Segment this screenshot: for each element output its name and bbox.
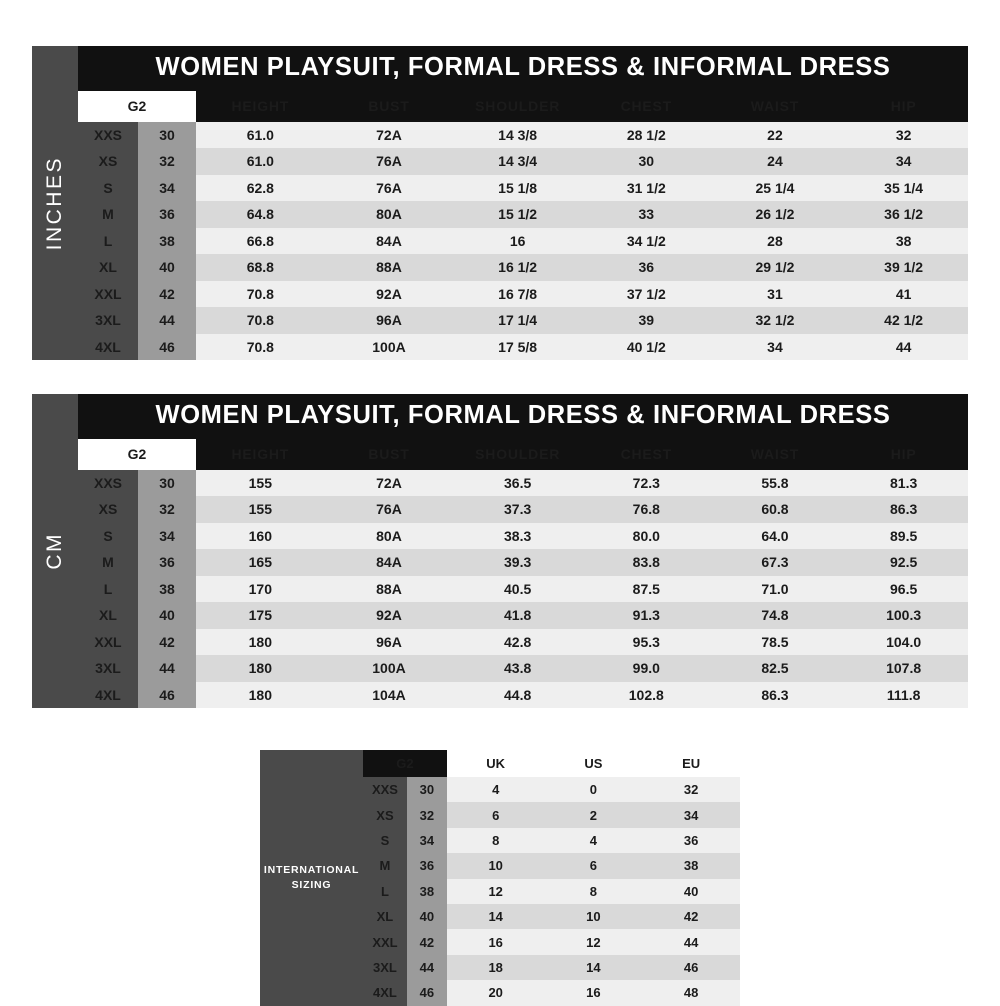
cell-height: 70.8 <box>196 334 325 361</box>
header-eu: EU <box>642 750 740 777</box>
table-row <box>363 879 740 904</box>
row-size-number: 32 <box>407 802 447 827</box>
row-size-label: L <box>78 576 138 603</box>
header-shoulder: SHOULDER <box>453 439 582 470</box>
cell-shoulder: 37.3 <box>453 496 582 523</box>
unit-label-inches <box>32 46 78 360</box>
cell-shoulder: 16 1/2 <box>453 254 582 281</box>
row-size-label: M <box>78 549 138 576</box>
row-size-number: 36 <box>138 549 196 576</box>
cell-bust: 80A <box>325 523 454 550</box>
row-size-number: 44 <box>138 655 196 682</box>
international-sizing-chart <box>260 750 740 1006</box>
row-size-number: 36 <box>407 853 447 878</box>
cell-chest: 83.8 <box>582 549 711 576</box>
cell-chest: 40 1/2 <box>582 334 711 361</box>
cell-height: 155 <box>196 496 325 523</box>
table-row <box>78 682 968 709</box>
cell-hip: 96.5 <box>839 576 968 603</box>
cell-shoulder: 42.8 <box>453 629 582 656</box>
table-row <box>78 655 968 682</box>
cell-bust: 100A <box>325 334 454 361</box>
header-hip: HIP <box>839 439 968 470</box>
cell-height: 61.0 <box>196 148 325 175</box>
row-size-label: M <box>363 853 407 878</box>
cell-waist: 86.3 <box>711 682 840 709</box>
row-size-number: 42 <box>138 281 196 308</box>
header-waist: WAIST <box>711 439 840 470</box>
table-header-row <box>78 439 968 470</box>
table-row <box>363 828 740 853</box>
chart-title-inches: WOMEN PLAYSUIT, FORMAL DRESS & INFORMAL DRESS <box>78 46 968 91</box>
row-size-label: XL <box>363 904 407 929</box>
cell-shoulder: 17 1/4 <box>453 307 582 334</box>
cell-uk: 4 <box>447 777 545 802</box>
cell-height: 70.8 <box>196 307 325 334</box>
cell-bust: 76A <box>325 175 454 202</box>
cell-shoulder: 14 3/4 <box>453 148 582 175</box>
cell-us: 16 <box>545 980 643 1005</box>
cell-shoulder: 39.3 <box>453 549 582 576</box>
cell-chest: 37 1/2 <box>582 281 711 308</box>
cell-us: 14 <box>545 955 643 980</box>
header-chest: CHEST <box>582 439 711 470</box>
measurements-table-cm <box>78 439 968 709</box>
header-hip: HIP <box>839 91 968 122</box>
cell-height: 64.8 <box>196 201 325 228</box>
cell-height: 180 <box>196 655 325 682</box>
row-size-number: 34 <box>138 175 196 202</box>
row-size-label: XXS <box>78 470 138 497</box>
row-size-label: XXS <box>363 777 407 802</box>
row-size-label: S <box>78 523 138 550</box>
cell-waist: 22 <box>711 122 840 149</box>
table-row <box>363 802 740 827</box>
cell-uk: 8 <box>447 828 545 853</box>
table-row <box>363 980 740 1005</box>
cell-height: 155 <box>196 470 325 497</box>
header-bust: BUST <box>325 91 454 122</box>
row-size-label: 4XL <box>78 334 138 361</box>
table-row <box>363 955 740 980</box>
header-g2: G2 <box>78 91 196 122</box>
row-size-label: 3XL <box>78 307 138 334</box>
row-size-label: M <box>78 201 138 228</box>
cell-height: 180 <box>196 629 325 656</box>
row-size-label: XS <box>78 496 138 523</box>
row-size-label: 3XL <box>78 655 138 682</box>
row-size-label: 4XL <box>78 682 138 709</box>
table-row <box>363 929 740 954</box>
row-size-number: 42 <box>407 929 447 954</box>
table-header-row <box>363 750 740 777</box>
cell-bust: 100A <box>325 655 454 682</box>
table-row <box>78 602 968 629</box>
cell-bust: 88A <box>325 254 454 281</box>
cell-eu: 34 <box>642 802 740 827</box>
row-size-number: 30 <box>138 122 196 149</box>
cell-uk: 16 <box>447 929 545 954</box>
cell-shoulder: 16 7/8 <box>453 281 582 308</box>
row-size-label: S <box>78 175 138 202</box>
row-size-number: 30 <box>407 777 447 802</box>
cell-bust: 88A <box>325 576 454 603</box>
row-size-number: 46 <box>407 980 447 1005</box>
row-size-label: 3XL <box>363 955 407 980</box>
cell-height: 180 <box>196 682 325 709</box>
row-size-label: L <box>78 228 138 255</box>
cell-bust: 84A <box>325 228 454 255</box>
cell-waist: 34 <box>711 334 840 361</box>
cell-chest: 28 1/2 <box>582 122 711 149</box>
cell-height: 175 <box>196 602 325 629</box>
cell-bust: 84A <box>325 549 454 576</box>
cell-uk: 14 <box>447 904 545 929</box>
cell-hip: 39 1/2 <box>839 254 968 281</box>
cell-chest: 76.8 <box>582 496 711 523</box>
row-size-label: XL <box>78 254 138 281</box>
row-size-label: L <box>363 879 407 904</box>
cell-chest: 39 <box>582 307 711 334</box>
cell-bust: 96A <box>325 307 454 334</box>
cell-shoulder: 17 5/8 <box>453 334 582 361</box>
row-size-number: 44 <box>138 307 196 334</box>
row-size-number: 40 <box>138 602 196 629</box>
cell-shoulder: 15 1/8 <box>453 175 582 202</box>
cell-bust: 80A <box>325 201 454 228</box>
row-size-number: 46 <box>138 682 196 709</box>
cell-waist: 64.0 <box>711 523 840 550</box>
header-height: HEIGHT <box>196 91 325 122</box>
cell-eu: 32 <box>642 777 740 802</box>
row-size-label: XS <box>78 148 138 175</box>
row-size-number: 34 <box>138 523 196 550</box>
cell-waist: 32 1/2 <box>711 307 840 334</box>
cell-us: 4 <box>545 828 643 853</box>
cell-height: 62.8 <box>196 175 325 202</box>
cell-chest: 72.3 <box>582 470 711 497</box>
cell-eu: 48 <box>642 980 740 1005</box>
table-row <box>78 470 968 497</box>
row-size-number: 38 <box>407 879 447 904</box>
cell-hip: 111.8 <box>839 682 968 709</box>
unit-label-cm-text: CM <box>43 532 66 570</box>
cell-bust: 96A <box>325 629 454 656</box>
row-size-label: XXS <box>78 122 138 149</box>
row-size-number: 38 <box>138 576 196 603</box>
row-size-label: XS <box>363 802 407 827</box>
cell-hip: 100.3 <box>839 602 968 629</box>
row-size-number: 44 <box>407 955 447 980</box>
table-row <box>363 904 740 929</box>
header-chest: CHEST <box>582 91 711 122</box>
row-size-label: XXL <box>363 929 407 954</box>
table-row <box>78 228 968 255</box>
header-bust: BUST <box>325 439 454 470</box>
cell-hip: 92.5 <box>839 549 968 576</box>
cell-waist: 25 1/4 <box>711 175 840 202</box>
table-header-row <box>78 91 968 122</box>
cell-chest: 80.0 <box>582 523 711 550</box>
cell-us: 6 <box>545 853 643 878</box>
cell-hip: 41 <box>839 281 968 308</box>
header-height: HEIGHT <box>196 439 325 470</box>
row-size-label: XXL <box>78 629 138 656</box>
cell-eu: 46 <box>642 955 740 980</box>
cell-chest: 95.3 <box>582 629 711 656</box>
cell-hip: 42 1/2 <box>839 307 968 334</box>
row-size-label: XL <box>78 602 138 629</box>
cell-chest: 36 <box>582 254 711 281</box>
row-size-number: 30 <box>138 470 196 497</box>
cell-shoulder: 36.5 <box>453 470 582 497</box>
row-size-number: 40 <box>407 904 447 929</box>
row-size-number: 46 <box>138 334 196 361</box>
table-row <box>78 122 968 149</box>
header-uk: UK <box>447 750 545 777</box>
cell-shoulder: 15 1/2 <box>453 201 582 228</box>
cell-waist: 74.8 <box>711 602 840 629</box>
cell-hip: 86.3 <box>839 496 968 523</box>
table-row <box>78 629 968 656</box>
header-waist: WAIST <box>711 91 840 122</box>
cell-shoulder: 44.8 <box>453 682 582 709</box>
international-sizing-label: INTERNATIONAL SIZING <box>260 750 363 1006</box>
row-size-number: 40 <box>138 254 196 281</box>
cell-chest: 34 1/2 <box>582 228 711 255</box>
cell-height: 165 <box>196 549 325 576</box>
table-row <box>78 523 968 550</box>
table-row <box>363 777 740 802</box>
cell-waist: 60.8 <box>711 496 840 523</box>
cell-chest: 30 <box>582 148 711 175</box>
cell-bust: 92A <box>325 281 454 308</box>
table-row <box>78 307 968 334</box>
row-size-label: XXL <box>78 281 138 308</box>
row-size-number: 32 <box>138 148 196 175</box>
cell-bust: 72A <box>325 470 454 497</box>
cell-shoulder: 14 3/8 <box>453 122 582 149</box>
table-row <box>363 853 740 878</box>
cell-hip: 34 <box>839 148 968 175</box>
cell-hip: 104.0 <box>839 629 968 656</box>
table-row <box>78 175 968 202</box>
cell-chest: 87.5 <box>582 576 711 603</box>
row-size-number: 42 <box>138 629 196 656</box>
cell-waist: 28 <box>711 228 840 255</box>
row-size-number: 38 <box>138 228 196 255</box>
chart-body-inches <box>78 46 968 360</box>
cell-waist: 31 <box>711 281 840 308</box>
cell-bust: 104A <box>325 682 454 709</box>
measurements-table-inches <box>78 91 968 361</box>
cell-us: 8 <box>545 879 643 904</box>
table-row <box>78 281 968 308</box>
cell-height: 170 <box>196 576 325 603</box>
size-chart-cm <box>32 394 968 708</box>
cell-shoulder: 16 <box>453 228 582 255</box>
cell-hip: 32 <box>839 122 968 149</box>
table-row <box>78 496 968 523</box>
cell-height: 160 <box>196 523 325 550</box>
unit-label-cm <box>32 394 78 708</box>
cell-uk: 6 <box>447 802 545 827</box>
cell-bust: 72A <box>325 122 454 149</box>
row-size-number: 32 <box>138 496 196 523</box>
cell-waist: 29 1/2 <box>711 254 840 281</box>
cell-hip: 44 <box>839 334 968 361</box>
cell-eu: 38 <box>642 853 740 878</box>
cell-height: 68.8 <box>196 254 325 281</box>
header-shoulder: SHOULDER <box>453 91 582 122</box>
cell-eu: 40 <box>642 879 740 904</box>
size-chart-inches <box>32 46 968 360</box>
cell-us: 2 <box>545 802 643 827</box>
unit-label-inches-text: INCHES <box>43 155 66 251</box>
cell-bust: 76A <box>325 148 454 175</box>
cell-shoulder: 43.8 <box>453 655 582 682</box>
cell-chest: 99.0 <box>582 655 711 682</box>
table-row <box>78 549 968 576</box>
cell-us: 12 <box>545 929 643 954</box>
cell-us: 0 <box>545 777 643 802</box>
table-row <box>78 148 968 175</box>
cell-shoulder: 38.3 <box>453 523 582 550</box>
cell-uk: 18 <box>447 955 545 980</box>
cell-hip: 107.8 <box>839 655 968 682</box>
header-g2: G2 <box>363 750 447 777</box>
table-row <box>78 334 968 361</box>
cell-height: 70.8 <box>196 281 325 308</box>
header-us: US <box>545 750 643 777</box>
table-row <box>78 576 968 603</box>
cell-chest: 33 <box>582 201 711 228</box>
international-sizing-table <box>363 750 740 1006</box>
row-size-number: 34 <box>407 828 447 853</box>
row-size-label: 4XL <box>363 980 407 1005</box>
cell-hip: 89.5 <box>839 523 968 550</box>
cell-shoulder: 41.8 <box>453 602 582 629</box>
cell-waist: 71.0 <box>711 576 840 603</box>
cell-waist: 55.8 <box>711 470 840 497</box>
cell-shoulder: 40.5 <box>453 576 582 603</box>
cell-hip: 36 1/2 <box>839 201 968 228</box>
cell-uk: 20 <box>447 980 545 1005</box>
cell-bust: 76A <box>325 496 454 523</box>
cell-waist: 67.3 <box>711 549 840 576</box>
cell-waist: 24 <box>711 148 840 175</box>
cell-waist: 26 1/2 <box>711 201 840 228</box>
cell-eu: 44 <box>642 929 740 954</box>
cell-uk: 12 <box>447 879 545 904</box>
cell-chest: 31 1/2 <box>582 175 711 202</box>
cell-eu: 36 <box>642 828 740 853</box>
row-size-label: S <box>363 828 407 853</box>
cell-hip: 38 <box>839 228 968 255</box>
cell-hip: 81.3 <box>839 470 968 497</box>
table-row <box>78 201 968 228</box>
cell-eu: 42 <box>642 904 740 929</box>
cell-uk: 10 <box>447 853 545 878</box>
cell-chest: 102.8 <box>582 682 711 709</box>
cell-height: 66.8 <box>196 228 325 255</box>
cell-height: 61.0 <box>196 122 325 149</box>
cell-us: 10 <box>545 904 643 929</box>
cell-waist: 78.5 <box>711 629 840 656</box>
cell-hip: 35 1/4 <box>839 175 968 202</box>
chart-title-cm: WOMEN PLAYSUIT, FORMAL DRESS & INFORMAL DRESS <box>78 394 968 439</box>
cell-waist: 82.5 <box>711 655 840 682</box>
table-row <box>78 254 968 281</box>
cell-chest: 91.3 <box>582 602 711 629</box>
chart-body-cm <box>78 394 968 708</box>
header-g2: G2 <box>78 439 196 470</box>
cell-bust: 92A <box>325 602 454 629</box>
row-size-number: 36 <box>138 201 196 228</box>
